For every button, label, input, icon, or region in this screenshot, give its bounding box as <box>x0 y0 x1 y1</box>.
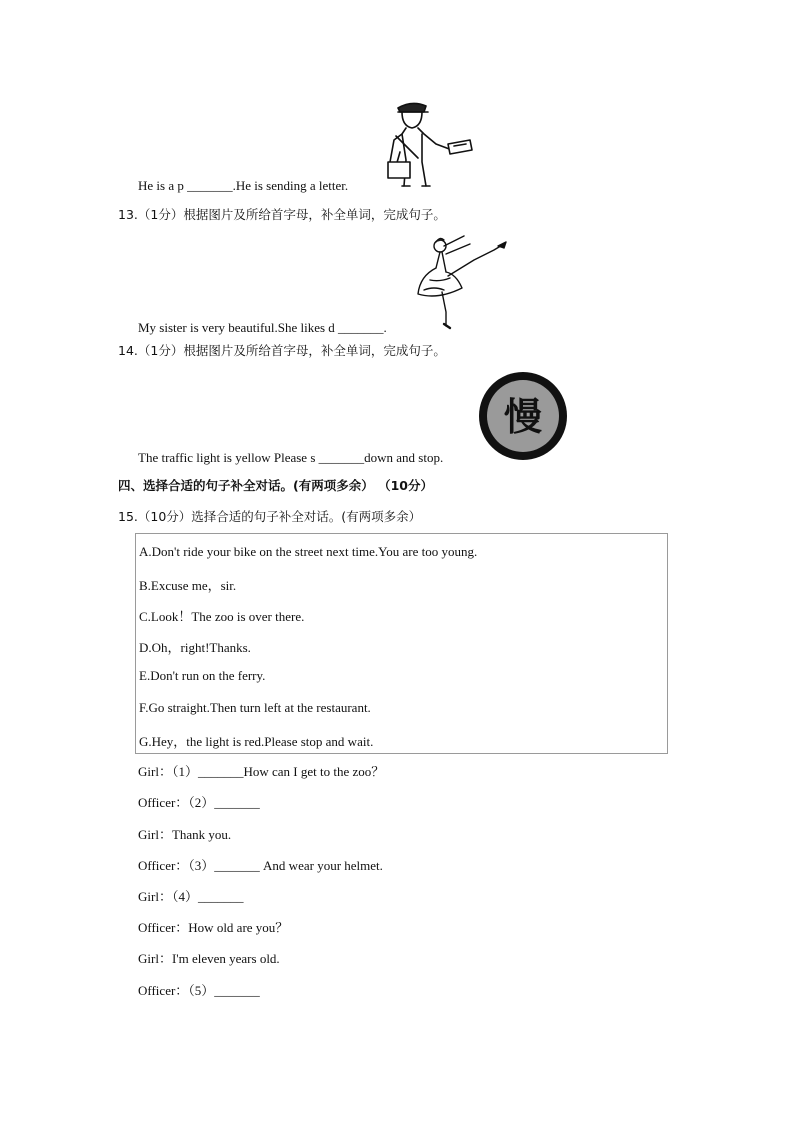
dialogue-line-8: Officer：（5）_______ <box>138 983 260 998</box>
slow-sign-char: 慢 <box>503 395 543 439</box>
option-d: D.Oh，right!Thanks. <box>139 640 251 655</box>
q14-sentence: The traffic light is yellow Please s _______down and stop. <box>138 450 444 465</box>
q15-prompt: 15.（10分）选择合适的句子补全对话。(有两项多余） <box>118 509 422 524</box>
dialogue-line-2: Officer：（2）_______ <box>138 795 260 810</box>
dialogue-line-6: Officer：How old are you？ <box>138 920 289 935</box>
option-f: F.Go straight.Then turn left at the restaurant. <box>139 700 371 715</box>
dialogue-line-4: Officer：（3）_______ And wear your helmet. <box>138 858 383 873</box>
q12-sentence: He is a p _______.He is sending a letter. <box>138 178 349 193</box>
section-4-title: 四、选择合适的句子补全对话。(有两项多余） （10分） <box>118 478 433 493</box>
dialogue-line-3: Girl：Thank you. <box>138 827 232 842</box>
dialogue-line-1: Girl：（1）_______How can I get to the zoo？ <box>138 764 385 779</box>
option-e: E.Don't run on the ferry. <box>139 668 266 683</box>
q13-prompt: 13.（1分）根据图片及所给首字母，补全单词，完成句子。 <box>118 207 446 222</box>
q14-prompt: 14.（1分）根据图片及所给首字母，补全单词，完成句子。 <box>118 343 446 358</box>
option-g: G.Hey，the light is red.Please stop and wait. <box>139 734 374 749</box>
postman-illustration <box>372 100 474 188</box>
dialogue-line-5: Girl：（4）_______ <box>138 889 244 904</box>
slow-sign-illustration <box>477 370 569 462</box>
option-b: B.Excuse me，sir. <box>139 578 237 593</box>
options-box <box>135 533 668 754</box>
option-a: A.Don't ride your bike on the street next time.You are too young. <box>139 544 478 559</box>
option-c: C.Look！The zoo is over there. <box>139 609 305 624</box>
q13-sentence: My sister is very beautiful.She likes d _______. <box>138 320 387 335</box>
ballet-dancer-illustration <box>414 232 508 330</box>
dialogue-line-7: Girl：I'm eleven years old. <box>138 951 280 966</box>
